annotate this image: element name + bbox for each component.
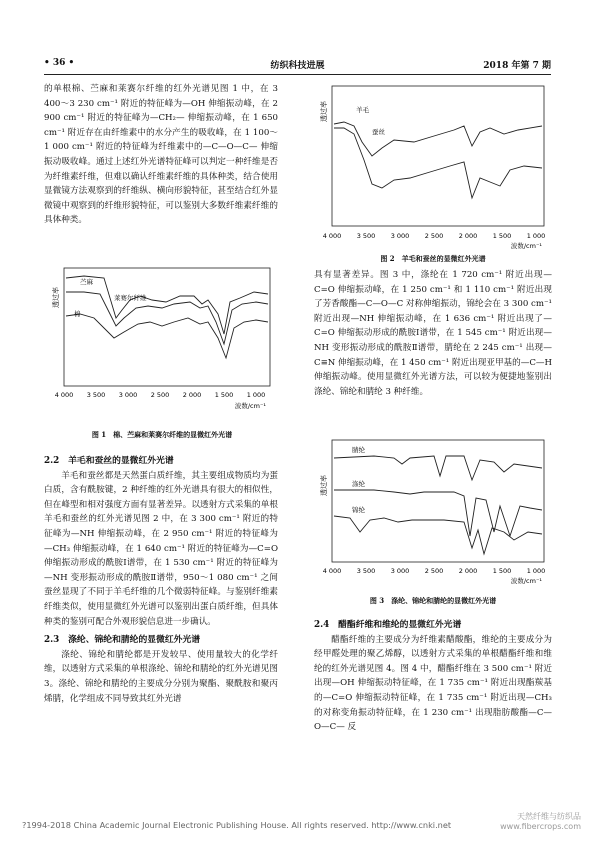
- fig1-ylabel: 透过率: [52, 287, 60, 308]
- tick-label: 3 000: [390, 232, 410, 240]
- series-line-acrylic: [334, 456, 542, 480]
- series-label: 锦纶: [352, 506, 365, 514]
- figure-3: [314, 436, 552, 586]
- watermark: [500, 812, 581, 832]
- series-label: 莱赛尔纤维: [114, 294, 147, 302]
- issue-label: 2018 年第 7 期: [483, 61, 551, 71]
- figure-2: [314, 82, 552, 252]
- paragraph: 的单根棉、苎麻和莱赛尔纤维的红外光谱见图 1 中，在 3 400～3 230 cm⁻¹ 附近的特征峰为—OH 伸缩振动峰，在 2 900 cm⁻¹ 附近的特征峰为—CH₂— 伸缩振动峰，在 1 650 cm⁻¹ 附近存在由纤维素中的水分产生的吸收峰，在 1 100～1 000 cm⁻¹ 附近的特征峰为纤维素中的—C—O—C— 伸缩振动吸收峰。通过上述红外光谱特征峰可以判定一种纤维是否为纤维素纤维，但难以确认纤维素纤维的具体种类，结合使用显微镜方法观察到的纤维纵、横向形貌特征，甚至结合红外显微镜中观察到的纤维形貌特征，可以鉴别大多数纤维素纤维的具体种类。: [44, 84, 278, 226]
- series-line-silk: [334, 128, 542, 198]
- tick-label: 3 500: [86, 391, 106, 399]
- series-label: 蚕丝: [372, 128, 385, 136]
- tick-label: 3 500: [356, 567, 376, 575]
- tick-label: 3 500: [356, 232, 376, 240]
- tick-label: 4 000: [54, 391, 74, 399]
- figure-2-caption: 图 2 羊毛和蚕丝的显微红外光谱: [380, 254, 486, 263]
- journal-title: 纺织科技进展: [270, 61, 325, 71]
- figure-1: [44, 262, 280, 420]
- tick-label: 2 500: [424, 567, 444, 575]
- series-label: 苎麻: [80, 278, 93, 286]
- series-label: 涤纶: [352, 480, 365, 488]
- paragraph: 醋酯纤维的主要成分为纤维素醋酸酯，维纶的主要成分为经甲醛处理的聚乙烯醇，以透射方式采集的单根醋酯纤维和维纶的红外光谱见图 4。图 4 中，醋酯纤维在 3 500 cm⁻¹ 附近出现—OH 伸缩振动特征峰，在 1 735 cm⁻¹ 附近出现酯羰基的—C=O 伸缩振动特征峰，在 1 735 cm⁻¹ 附近出现—CH₃ 的对称变角振动特征峰，在 1 230 cm⁻¹ 出现脂肪酸酯—C—O—C— 反: [314, 634, 552, 733]
- right-column-bottom: [314, 614, 552, 735]
- left-column-bottom: [44, 450, 278, 706]
- fig3-ylabel: 透过率: [320, 475, 328, 496]
- section-title-2-3: 2.3 涤纶、锦纶和腈纶的显微红外光谱: [44, 635, 201, 646]
- tick-label: 1 000: [526, 567, 546, 575]
- tick-label: 2 000: [182, 391, 202, 399]
- tick-label: 2 000: [458, 567, 478, 575]
- paragraph: 羊毛和蚕丝都是天然蛋白质纤维，其主要组成物质均为蛋白质，含有酰胺键，2 种纤维的红外光谱具有很大的相似性，但在峰型和相对强度方面有显著差异。以透射方式采集的单根羊毛和蚕丝的红外光谱见图 2 中，在 3 300 cm⁻¹ 附近的特征峰为—NH 伸缩振动峰，在 2 950 cm⁻¹ 附近的特征峰为—CH₃ 伸缩振动峰，在 1 640 cm⁻¹ 附近的特征峰为—C=O 伸缩振动形成的酰胺Ⅰ谱带，在 1 530 cm⁻¹ 附近的特征峰为—NH 变形振动形成的酰胺Ⅱ谱带，950～1 080 cm⁻¹ 之间蚕丝显现了不同于羊毛纤维的几个微弱特征峰。与鉴别纤维素纤维类似，使用显微红外光谱可以鉴别出蛋白质纤维，但具体种类的鉴别可配合外观形貌信息进一步确认。: [44, 470, 278, 627]
- left-column-top: [44, 82, 278, 228]
- tick-label: 2 000: [458, 232, 478, 240]
- series-line-wool: [334, 122, 542, 156]
- section-title-2-2: 2.2 羊毛和蚕丝的显微红外光谱: [44, 456, 174, 466]
- page-header: [44, 58, 551, 74]
- tick-label: 4 000: [322, 232, 342, 240]
- figure-3-caption: 图 3 涤纶、锦纶和腈纶的显微红外光谱: [369, 596, 497, 605]
- watermark-line: 天然纤维与纺织品: [517, 812, 581, 821]
- section-title-2-4: 2.4 醋酯纤维和维纶的显微红外光谱: [314, 620, 462, 630]
- series-line-lyocell: [66, 292, 268, 344]
- series-label: 腈纶: [352, 446, 365, 454]
- figure-1-caption: 图 1 棉、苎麻和莱赛尔纤维的显微红外光谱: [91, 430, 233, 439]
- series-label: 棉: [74, 310, 81, 318]
- fig2-ylabel: 透过率: [320, 101, 328, 122]
- fig3-frame: [332, 440, 544, 562]
- tick-label: 2 500: [424, 232, 444, 240]
- fig1-xlabel: 波数/cm⁻¹: [234, 402, 266, 410]
- paragraph: 涤纶、锦纶和腈纶都是开发较早、使用量较大的化学纤维，以透射方式采集的单根涤纶、锦纶和腈纶的红外光谱见图 3。涤纶、锦纶和腈纶的主要成分分别为聚酯、聚酰胺和聚丙烯腈，化学组成不同导致其红外光谱: [44, 649, 278, 704]
- right-column-mid: [314, 268, 552, 399]
- tick-label: 4 000: [322, 567, 342, 575]
- tick-label: 1 500: [492, 232, 512, 240]
- tick-label: 1 500: [214, 391, 234, 399]
- tick-label: 1 500: [492, 567, 512, 575]
- tick-label: 1 000: [246, 391, 266, 399]
- page-number: • 36 •: [44, 58, 75, 68]
- paragraph: 具有显著差异。图 3 中，涤纶在 1 720 cm⁻¹ 附近出现—C=O 伸缩振动峰，在 1 250 cm⁻¹ 和 1 110 cm⁻¹ 附近出现了芳香酸酯—C—O—C 对称伸缩振动，锦纶会在 3 300 cm⁻¹ 附近出现—NH 伸缩振动峰，在 1 636 cm⁻¹ 附近出现了—C=O 伸缩振动形成的酰胺Ⅰ谱带，在 1 545 cm⁻¹ 附近出现—NH 变形振动形成的酰胺Ⅱ谱带，腈纶在 2 245 cm⁻¹ 出现—C≡N 伸缩振动峰，在 1 450 cm⁻¹ 附近出现亚甲基的—C—H 伸缩振动峰。使用显微红外光谱方法，可以较为便捷地鉴别出涤纶、锦纶和腈纶 3 种纤维。: [314, 270, 552, 397]
- tick-label: 3 000: [390, 567, 410, 575]
- series-line-polyester: [334, 490, 542, 536]
- fig1-frame: [64, 268, 270, 386]
- series-line-cotton: [66, 314, 268, 358]
- tick-label: 3 000: [118, 391, 138, 399]
- copyright-footer: ?1994-2018 China Academic Journal Electronic Publishing House. All rights reserved. http://www.cnki.net: [22, 820, 452, 830]
- tick-label: 1 000: [526, 232, 546, 240]
- series-label: 羊毛: [356, 106, 369, 114]
- fig1-ticks: [55, 391, 266, 399]
- tick-label: 2 500: [150, 391, 170, 399]
- fig2-xlabel: 波数/cm⁻¹: [510, 242, 542, 250]
- fig3-xlabel: 波数/cm⁻¹: [510, 577, 542, 585]
- header-rule: [44, 74, 551, 75]
- watermark-line: www.fibercrops.com: [500, 822, 581, 831]
